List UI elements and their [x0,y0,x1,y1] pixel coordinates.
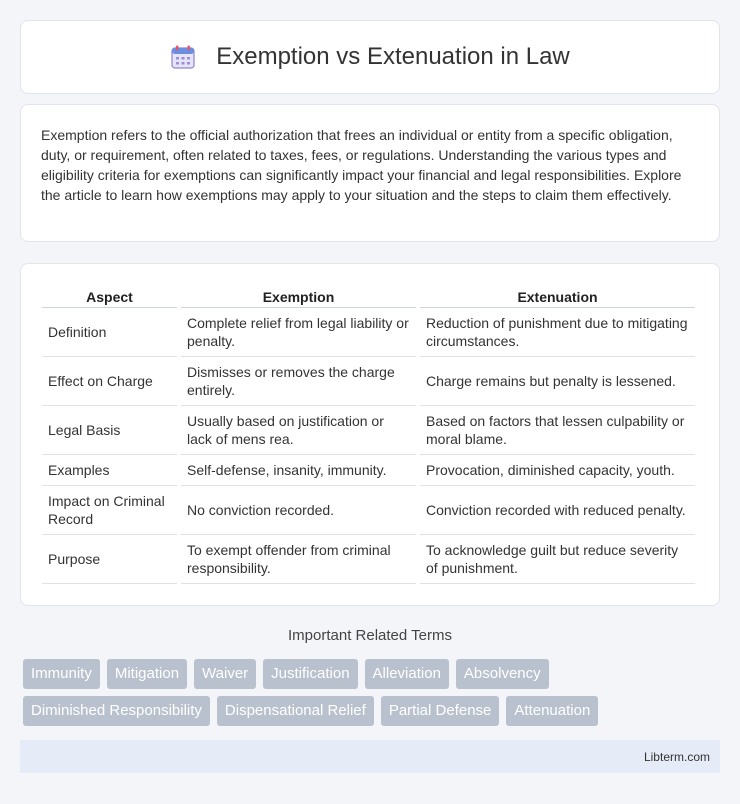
tag-dispensational-relief[interactable]: Dispensational Relief [217,696,374,726]
table-row [42,455,695,486]
cell-aspect: Effect on Charge [42,357,177,406]
tag-alleviation[interactable]: Alleviation [365,659,449,689]
tag-waiver[interactable]: Waiver [194,659,256,689]
related-terms-title: Important Related Terms [288,627,452,644]
tag-row [23,696,723,726]
cell-extenuation: Based on factors that lessen culpability or moral blame. [420,406,695,455]
cell-extenuation: To acknowledge guilt but reduce severity of punishment. [420,535,695,584]
table-row [42,308,695,357]
footer-site-link[interactable]: Libterm.com [643,749,710,764]
cell-exemption: Self-defense, insanity, immunity. [181,455,416,486]
cell-extenuation: Conviction recorded with reduced penalty. [420,486,695,535]
tag-partial-defense[interactable]: Partial Defense [381,696,500,726]
header-card [20,20,720,94]
table-row [42,486,695,535]
header-exemption: Exemption [181,286,416,308]
tag-attenuation[interactable]: Attenuation [506,696,598,726]
intro-card [20,104,720,242]
related-terms [23,659,723,733]
table-row [42,406,695,455]
tag-absolvency[interactable]: Absolvency [456,659,549,689]
cell-extenuation: Reduction of punishment due to mitigating circumstances. [420,308,695,357]
table-row [42,535,695,584]
footer [20,740,720,773]
comparison-card [20,263,720,606]
cell-exemption: Dismisses or removes the charge entirely. [181,357,416,406]
cell-exemption: Usually based on justification or lack of mens rea. [181,406,416,455]
cell-aspect: Purpose [42,535,177,584]
intro-text: Exemption refers to the official authorization that frees an individual or entity from a specific obligation, duty, or requirement, often related to taxes, fees, or regulations. Understanding the various types and eligibility criteria for exemptions can significantly impact your financial and legal responsibilities. Explore the article to learn how exemptions may apply to your situation and the steps to claim them effectively. [41,127,682,203]
calendar-icon [170,44,196,70]
header-aspect: Aspect [42,286,177,308]
cell-exemption: To exempt offender from criminal responsibility. [181,535,416,584]
comparison-table [38,286,699,584]
tag-immunity[interactable]: Immunity [23,659,100,689]
table-row [42,357,695,406]
cell-aspect: Definition [42,308,177,357]
table-header-row [42,286,695,308]
cell-aspect: Examples [42,455,177,486]
cell-extenuation: Provocation, diminished capacity, youth. [420,455,695,486]
cell-exemption: Complete relief from legal liability or penalty. [181,308,416,357]
tag-diminished-responsibility[interactable]: Diminished Responsibility [23,696,210,726]
header-extenuation: Extenuation [420,286,695,308]
page-title: Exemption vs Extenuation in Law [216,43,570,70]
cell-aspect: Impact on Criminal Record [42,486,177,535]
cell-aspect: Legal Basis [42,406,177,455]
cell-extenuation: Charge remains but penalty is lessened. [420,357,695,406]
cell-exemption: No conviction recorded. [181,486,416,535]
tag-row [23,659,723,689]
tag-mitigation[interactable]: Mitigation [107,659,187,689]
tag-justification[interactable]: Justification [263,659,357,689]
